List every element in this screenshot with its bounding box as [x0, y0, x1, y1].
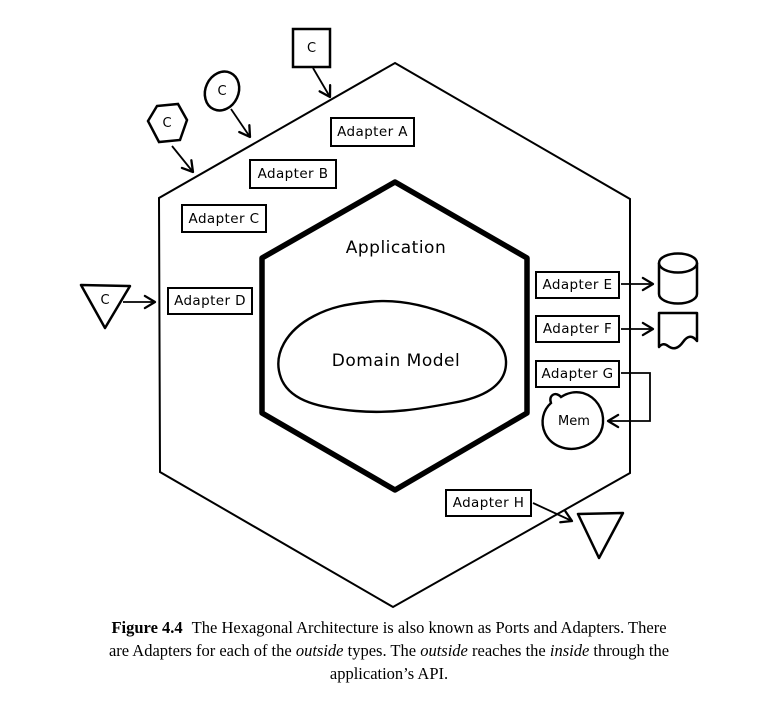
caption-text-2d: through the [589, 641, 670, 660]
caption-text-2c: reaches the [467, 641, 550, 660]
caption-text-3: application’s API. [329, 664, 449, 683]
caption-italic-outside-2: outside [420, 641, 468, 660]
adapter-g-box: Adapter G [535, 360, 620, 388]
caption-line-3 [0, 662, 778, 685]
caption-italic-inside: inside [549, 641, 590, 660]
caption-line-2 [0, 639, 778, 662]
output-triangle-icon [578, 513, 623, 558]
adapter-e-box: Adapter E [535, 271, 620, 299]
caption-italic-outside-1: outside [295, 641, 344, 660]
caption-text-2b: types. The [343, 641, 421, 660]
figure-caption [0, 616, 778, 685]
application-label: Application [345, 238, 447, 258]
client-hexagon-label: C [162, 115, 172, 131]
client-triangle-label: C [100, 292, 110, 308]
client-square-label: C [306, 40, 317, 56]
caption-text-2a: are Adapters for each of the [108, 641, 296, 660]
caption-text-1: The Hexagonal Architecture is also known as Ports and Adapters. There [191, 618, 667, 637]
adapter-d-box: Adapter D [167, 287, 253, 315]
adapter-a-box: Adapter A [330, 117, 415, 147]
arrow-ellipse-to-port [231, 109, 250, 137]
adapter-h-box: Adapter H [445, 489, 532, 517]
database-cylinder-icon [659, 254, 697, 304]
adapter-b-box: Adapter B [249, 159, 337, 189]
adapter-c-box: Adapter C [181, 204, 267, 233]
mem-label: Mem [558, 413, 590, 429]
adapter-f-box: Adapter F [535, 315, 620, 343]
caption-line-1 [0, 616, 778, 639]
document-icon [659, 313, 697, 348]
arrow-hexagon-to-port [172, 146, 193, 172]
arrow-square-to-port [313, 68, 330, 97]
domain-model-label: Domain Model [331, 351, 461, 371]
figure-number: Figure 4.4 [111, 618, 183, 637]
client-ellipse-label: C [217, 83, 227, 99]
